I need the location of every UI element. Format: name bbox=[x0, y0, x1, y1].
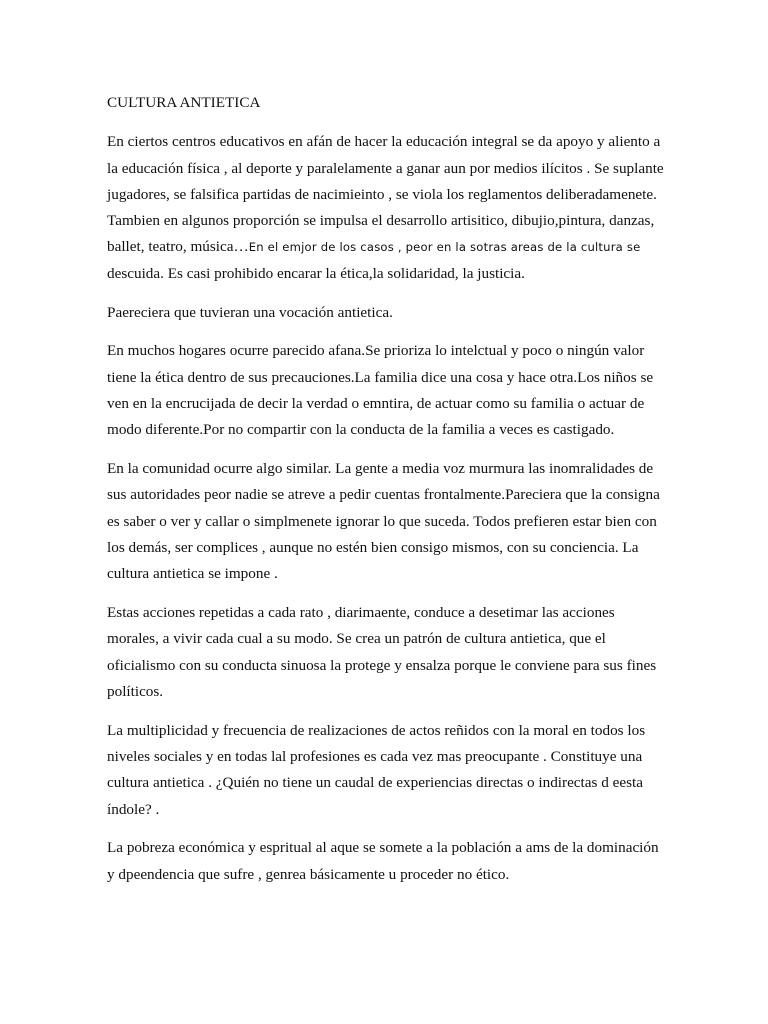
text-run: ballet, teatro, música… bbox=[107, 238, 249, 256]
text-line: cultura antietica se impone . bbox=[107, 565, 278, 583]
body-paragraph bbox=[107, 338, 667, 443]
document-body bbox=[107, 90, 667, 901]
text-line: índole? . bbox=[107, 800, 160, 818]
text-line: niveles sociales y en todas lal profesiones es cada vez mas preocupante . Constituye una bbox=[107, 748, 643, 766]
document-title: CULTURA ANTIETICA bbox=[107, 94, 261, 111]
text-line: En la comunidad ocurre algo similar. La gente a media voz murmura las inomralidades de bbox=[107, 460, 654, 478]
body-paragraph bbox=[107, 600, 667, 705]
text-line: La pobreza económica y espritual al aque se somete a la población a ams de la dominación bbox=[107, 839, 659, 857]
text-line: oficialismo con su conducta sinuosa la protege y ensalza porque le conviene para sus fines bbox=[107, 656, 657, 674]
body-paragraph bbox=[107, 300, 667, 326]
text-line bbox=[107, 234, 667, 260]
body-paragraph bbox=[107, 835, 667, 888]
body-paragraph bbox=[107, 129, 667, 287]
text-line: descuida. Es casi prohibido encarar la ética,la solidaridad, la justicia. bbox=[107, 264, 525, 282]
text-line: En muchos hogares ocurre parecido afana.Se prioriza lo intelctual y poco o ningún valor bbox=[107, 342, 645, 360]
text-line: Tambien en algunos proporción se impulsa el desarrollo artisitico, dibujio,pintura, danzas, bbox=[107, 212, 655, 230]
paragraph-list bbox=[107, 129, 667, 888]
text-line: La multiplicidad y frecuencia de realizaciones de actos reñidos con la moral en todos los bbox=[107, 721, 646, 739]
text-line: sus autoridades peor nadie se atreve a pedir cuentas frontalmente.Pareciera que la consigna bbox=[107, 486, 660, 504]
text-line: Estas acciones repetidas a cada rato , diarimaente, conduce a desetimar las acciones bbox=[107, 604, 615, 622]
text-line: modo diferente.Por no compartir con la conducta de la familia a veces es castigado. bbox=[107, 421, 615, 439]
text-line: tiene la ética dentro de sus precauciones.La familia dice una cosa y hace otra.Los niños se bbox=[107, 368, 654, 386]
text-line: los demás, ser complices , aunque no estén bien consigo mismos, con su conciencia. La bbox=[107, 538, 639, 556]
text-line: y dpeendencia que sufre , genrea básicamente u proceder no ético. bbox=[107, 865, 510, 883]
body-paragraph bbox=[107, 456, 667, 587]
text-line: En ciertos centros educativos en afán de hacer la educación integral se da apoyo y aliento a bbox=[107, 133, 661, 151]
text-run-sans: En el emjor de los casos , peor en la sotras areas de la cultura se bbox=[248, 240, 641, 255]
text-line: es saber o ver y callar o simplmenete ignorar lo que suceda. Todos prefieren estar bien con bbox=[107, 512, 657, 530]
text-line: Paereciera que tuvieran una vocación antietica. bbox=[107, 303, 393, 321]
text-line: cultura antietica . ¿Quién no tiene un caudal de experiencias directas o indirectas d eesta bbox=[107, 774, 643, 792]
text-line: jugadores, se falsifica partidas de nacimieinto , se viola los reglamentos deliberadamenete. bbox=[107, 185, 657, 203]
text-line: morales, a vivir cada cual a su modo. Se crea un patrón de cultura antietica, que el bbox=[107, 630, 606, 648]
body-paragraph bbox=[107, 718, 667, 823]
text-line: ven en la encrucijada de decir la verdad o emntira, de actuar como su familia o actuar de bbox=[107, 394, 645, 412]
text-line: la educación física , al deporte y paralelamente a ganar aun por medios ilícitos . Se suplante bbox=[107, 159, 664, 177]
text-line: políticos. bbox=[107, 682, 164, 700]
